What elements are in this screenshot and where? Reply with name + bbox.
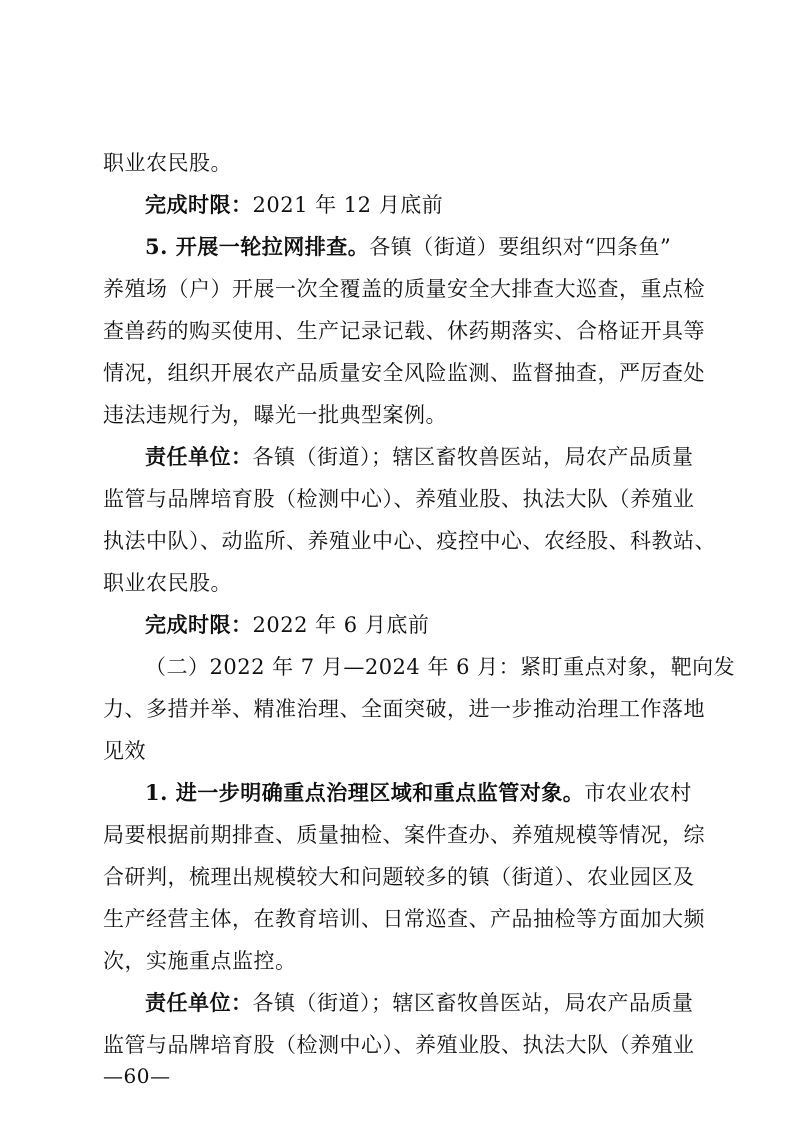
body-line: 职业农民股。 — [103, 151, 232, 175]
body-line: 违法违规行为，曝光一批典型案例。 — [103, 403, 447, 427]
body-line: 合研判，梳理出规模较大和问题较多的镇（街道）、农业园区及 — [103, 865, 695, 889]
section-heading-line: （二）2022 年 7 月—2024 年 6 月：紧盯重点对象，靶向发 — [145, 655, 736, 679]
item-heading-line: 1. 进一步明确重点治理区域和重点监管对象。市农业农村 — [145, 780, 692, 805]
item-heading-line: 5. 开展一轮拉网排查。各镇（街道）要组织对“四条鱼” — [145, 234, 672, 259]
body-line: 局要根据前期排查、质量抽检、案件查办、养殖规模等情况，综 — [103, 823, 705, 847]
deadline-line: 完成时限：2021 年 12 月底前 — [145, 192, 444, 217]
body-line: 查兽药的购买使用、生产记录记载、休药期落实、合格证开具等 — [103, 319, 705, 343]
responsible-label: 责任单位： — [145, 444, 253, 469]
responsible-label: 责任单位： — [145, 990, 253, 1015]
body-line: 情况，组织开展农产品质量安全风险监测、监督抽查，严厉查处 — [103, 361, 705, 385]
body-line: 次，实施重点监控。 — [103, 949, 297, 973]
body-line: 执法中队）、动监所、养殖业中心、疫控中心、农经股、科教站、 — [103, 529, 716, 553]
deadline-label: 完成时限： — [145, 612, 253, 637]
body-line: 职业农民股。 — [103, 571, 232, 595]
deadline-line: 完成时限：2022 年 6 月底前 — [145, 612, 430, 637]
body-line: 力、多措并举、精准治理、全面突破，进一步推动治理工作落地 — [103, 697, 705, 721]
item-heading: 5. 开展一轮拉网排查。 — [145, 234, 370, 259]
body-line: 监管与品牌培育股（检测中心）、养殖业股、执法大队（养殖业 — [103, 487, 695, 511]
deadline-label: 完成时限： — [145, 192, 253, 217]
responsible-line: 责任单位：各镇（街道）；辖区畜牧兽医站，局农产品质量 — [145, 444, 694, 469]
body-line: 生产经营主体，在教育培训、日常巡查、产品抽检等方面加大频 — [103, 907, 705, 931]
responsible-line: 责任单位：各镇（街道）；辖区畜牧兽医站，局农产品质量 — [145, 990, 694, 1015]
body-line: 监管与品牌培育股（检测中心）、养殖业股、执法大队（养殖业 — [103, 1033, 695, 1057]
body-line: 养殖场（户）开展一次全覆盖的质量安全大排查大巡查，重点检 — [103, 277, 705, 301]
body-line: 见效 — [103, 739, 146, 763]
item-heading: 1. 进一步明确重点治理区域和重点监管对象。 — [145, 780, 585, 805]
page-number: —60— — [103, 1064, 171, 1088]
